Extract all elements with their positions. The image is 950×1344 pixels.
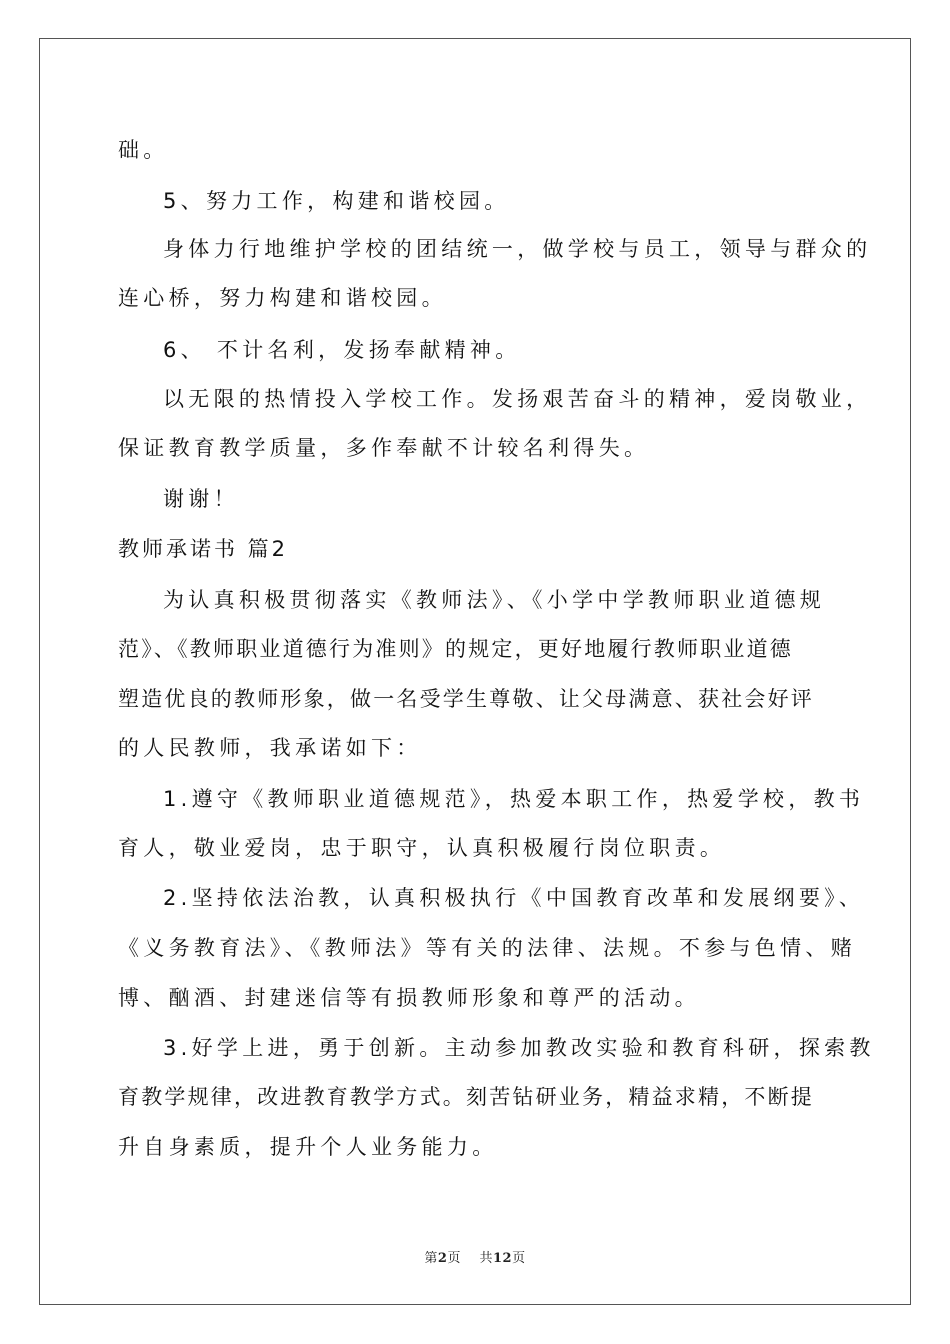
body-line: 以无限的热情投入学校工作。发扬艰苦奋斗的精神，爱岗敬业， [163, 387, 872, 411]
pledge-item-1: 1.遵守《教师职业道德规范》，热爱本职工作，热爱学校，教书 [163, 787, 865, 811]
total-prefix: 共 [479, 1251, 493, 1266]
body-line: 的人民教师，我承诺如下： [118, 736, 422, 760]
list-item-5: 5、努力工作，构建和谐校园。 [163, 189, 510, 213]
page-footer [0, 1247, 950, 1266]
body-line: 《义务教育法》、《教师法》等有关的法律、法规。不参与色情、赌 [118, 936, 856, 960]
body-line: 育人，敬业爱岗，忠于职守，认真积极履行岗位职责。 [118, 836, 726, 860]
list-item-6: 6、 不计名利，发扬奉献精神。 [163, 338, 521, 362]
body-line: 连心桥，努力构建和谐校园。 [118, 286, 447, 310]
body-line: 范》、《教师职业道德行为准则》的规定，更好地履行教师职业道德 [118, 637, 793, 661]
body-line: 为认真积极贯彻落实《教师法》、《小学中学教师职业道德规 [163, 588, 826, 612]
page-number: 2 [437, 1251, 448, 1266]
body-line: 保证教育教学质量，多作奉献不计较名利得失。 [118, 436, 650, 460]
pledge-item-3: 3.好学上进，勇于创新。主动参加教改实验和教育科研，探索教 [163, 1036, 875, 1060]
body-line: 塑造优良的教师形象，做一名受学生尊敬、让父母满意、获社会好评 [118, 687, 814, 711]
page-border [39, 38, 911, 1305]
body-line: 升自身素质，提升个人业务能力。 [118, 1135, 498, 1159]
total-pages: 12 [493, 1251, 513, 1266]
body-line: 础。 [118, 138, 169, 162]
body-line: 博、酗酒、封建迷信等有损教师形象和尊严的活动。 [118, 986, 700, 1010]
body-line: 育教学规律，改进教育教学方式。刻苦钻研业务，精益求精，不断提 [118, 1085, 814, 1109]
section-title: 教师承诺书 篇2 [118, 537, 289, 561]
body-line: 身体力行地维护学校的团结统一，做学校与员工，领导与群众的 [163, 237, 872, 261]
pledge-item-2: 2.坚持依法治教，认真积极执行《中国教育改革和发展纲要》、 [163, 886, 865, 910]
page-suffix: 页 [447, 1251, 461, 1266]
page-prefix: 第 [424, 1251, 438, 1266]
total-suffix: 页 [512, 1251, 526, 1266]
closing-thanks: 谢谢！ [163, 487, 239, 511]
